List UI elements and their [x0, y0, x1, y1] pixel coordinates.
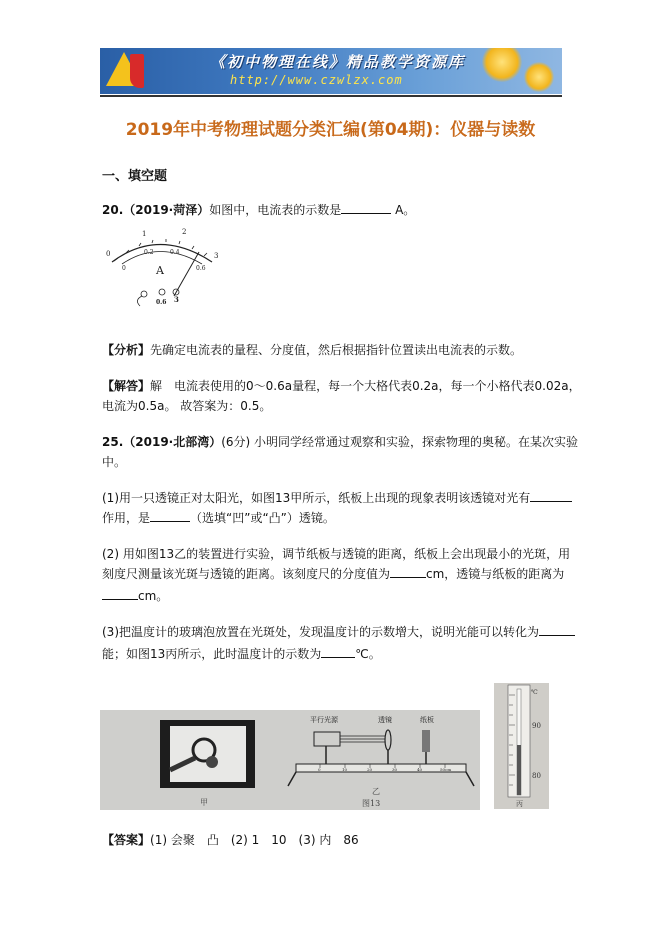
- thermometer-column: [517, 745, 521, 795]
- terminal-label: 0.6: [156, 299, 167, 306]
- thermo-unit: ℃: [531, 689, 538, 696]
- jia-paper: [170, 726, 246, 782]
- scale-label: 0: [122, 265, 126, 272]
- figure-label-yi: 乙: [372, 787, 380, 796]
- answer-blank: [321, 645, 355, 658]
- logo-mark: [130, 54, 144, 88]
- subquestion-text: 能；如图13丙所示，此时温度计的示数为: [102, 647, 322, 661]
- subquestion-text: 作用，是: [102, 511, 151, 525]
- figure-caption: 图13: [362, 799, 381, 808]
- scale-label: 3: [214, 252, 219, 260]
- analysis-paragraph: [102, 340, 522, 360]
- thermometer-photo: [494, 683, 549, 809]
- subquestion-text: （选填“凹”或“凸”）透镜。: [190, 511, 335, 525]
- ruler-tick-label: 0: [318, 767, 321, 772]
- banner-title: 《初中物理在线》精品教学资源库: [210, 53, 466, 71]
- answer-blank: [530, 489, 572, 502]
- subquestion-text: (1)用一只透镜正对太阳光，如图13甲所示，纸板上出现的现象表明该透镜对光有: [102, 491, 531, 505]
- solution-label: 【解答】: [102, 379, 151, 393]
- meter-inner-arc: [122, 252, 202, 265]
- paper-board: [422, 730, 430, 752]
- answer-label: 【答案】: [102, 833, 151, 847]
- subquestion-1: [102, 488, 572, 508]
- light-spot: [206, 756, 218, 768]
- figure-label-jia: 甲: [200, 798, 208, 807]
- ammeter-figure: [104, 222, 224, 312]
- meter-arc: [112, 245, 212, 263]
- subquestion-2-cont2: [102, 586, 168, 606]
- answer-blank: [102, 587, 138, 600]
- section-heading: 一、填空题: [102, 169, 168, 184]
- thermo-label-80: 80: [532, 772, 541, 780]
- answer-blank: [539, 623, 575, 636]
- ruler-tick-label: 50cm: [440, 767, 452, 772]
- figure-13-photo: [100, 710, 480, 810]
- scale-label: 0.2: [144, 249, 154, 256]
- document-title: 2019年中考物理试题分类汇编(第04期)：仪器与读数: [125, 120, 536, 140]
- scale-label: 1: [142, 230, 147, 238]
- sunflower-decoration: [482, 48, 522, 82]
- ruler-tick-label: 40: [417, 767, 423, 772]
- header-divider: [100, 95, 562, 97]
- scale-label: 0.6: [196, 265, 206, 272]
- question-text: 中。: [102, 455, 127, 469]
- solution-line: 电流为0.5a。 故答案为：0.5。: [102, 399, 272, 413]
- analysis-text: 先确定电流表的量程、分度值，然后根据指针位置读出电流表的示数。: [150, 343, 523, 357]
- thermo-label-90: 90: [532, 722, 541, 730]
- subquestion-text: ℃。: [355, 647, 381, 661]
- answer-paragraph: [102, 830, 359, 850]
- question-20: [102, 200, 415, 220]
- question-number: 20.: [102, 203, 124, 217]
- subquestion-text: (3)把温度计的玻璃泡放置在光斑处，发现温度计的示数增大，说明光能可以转化为: [102, 625, 540, 639]
- scale-label: 0.4: [170, 249, 180, 256]
- label-lens: 透镜: [378, 716, 392, 724]
- question-text: A。: [395, 203, 416, 217]
- question-number: 25.: [102, 435, 124, 449]
- analysis-label: 【分析】: [102, 343, 151, 357]
- answer-blank: [150, 509, 190, 522]
- subquestion-text: 刻度尺测量该光斑与透镜的距离。该刻度尺的分度值为: [102, 567, 391, 581]
- meter-ticks: [114, 239, 207, 261]
- ruler-tick-label: 20: [367, 767, 373, 772]
- question-text: 如图中，电流表的示数是: [209, 203, 342, 217]
- question-source: （2019·菏泽）: [123, 203, 210, 217]
- terminal-0-6: [159, 289, 165, 295]
- subquestion-1-cont: [102, 508, 335, 528]
- subquestion-text: cm。: [138, 589, 169, 603]
- subquestion-3: [102, 622, 575, 642]
- header-banner: [100, 48, 562, 94]
- answer-blank: [341, 201, 391, 214]
- sunflower-decoration: [524, 62, 554, 92]
- subquestion-2: (2) 用如图13乙的装置进行实验，调节纸板与透镜的距离，纸板上会出现最小的光斑，用: [102, 547, 571, 561]
- terminal-label: 3: [174, 295, 179, 304]
- scale-label: 2: [182, 228, 187, 236]
- subquestion-text: cm，透镜与纸板的距离为: [426, 567, 565, 581]
- label-board: 纸板: [420, 716, 434, 724]
- answer-blank: [390, 565, 426, 578]
- label-parallel-light: 平行光源: [310, 716, 338, 724]
- answer-text: (1) 会聚 凸 (2) 1 10 (3) 内 86: [150, 833, 359, 847]
- subquestion-3-cont: [102, 644, 381, 664]
- figure-label-bing: 丙: [516, 800, 523, 808]
- solution-text: 解 电流表使用的0～0.6a量程，每一个大格代表0.2a，每一个小格代表0.02a，: [150, 379, 581, 393]
- question-text: (6分) 小明同学经常通过观察和实验，探索物理的奥秘。在某次实验: [221, 435, 579, 449]
- scale-label: 0: [106, 250, 111, 258]
- solution-paragraph: [102, 376, 581, 396]
- banner-url[interactable]: http://www.czwlzx.com: [230, 73, 403, 87]
- subquestion-2-cont: [102, 564, 564, 584]
- meter-unit: A: [156, 264, 164, 277]
- question-25: [102, 432, 578, 452]
- wire: [137, 296, 142, 306]
- ruler-tick-label: 10: [342, 767, 348, 772]
- question-source: （2019·北部湾）: [123, 435, 222, 449]
- ruler-tick-label: 30: [392, 767, 398, 772]
